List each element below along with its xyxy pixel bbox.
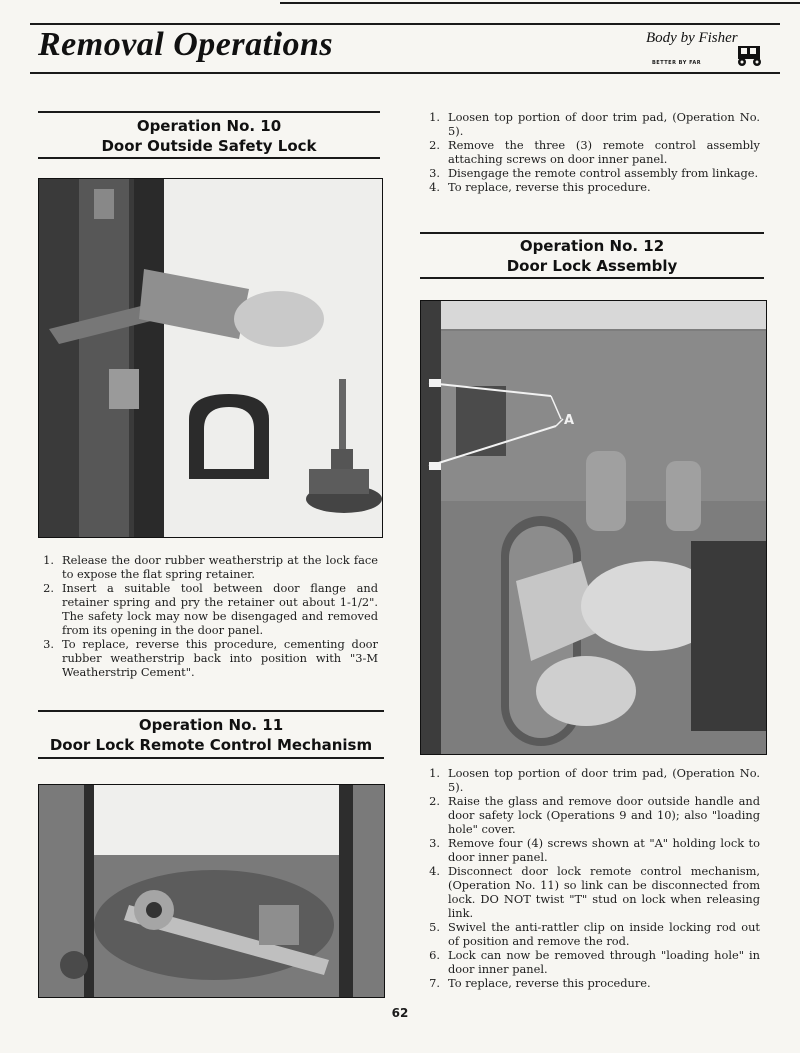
list-item: 6. Lock can now be removed through "loading hole" in door inner panel.	[429, 948, 760, 976]
list-item: 4. To replace, reverse this procedure.	[429, 180, 651, 194]
op10-title: Operation No. 10	[136, 117, 282, 135]
list-item: 3. Remove four (4) screws shown at "A" holding lock to door inner panel.	[429, 836, 760, 864]
op10-heading	[38, 116, 380, 156]
page-number: 62	[391, 1006, 409, 1020]
list-item: 1. Release the door rubber weatherstrip at the lock face to expose the flat spring retainer.	[43, 553, 378, 581]
brand-logo	[640, 30, 770, 74]
op12-photo	[420, 300, 767, 755]
list-item: 7. To replace, reverse this procedure.	[429, 976, 651, 990]
op11-heading	[38, 715, 384, 755]
op11-rule-top	[38, 710, 384, 712]
list-item: 3. To replace, reverse this procedure, cementing door rubber weatherstrip back into position with "3-M Weatherstrip Cement".	[43, 637, 378, 679]
list-item: 2. Raise the glass and remove door outside handle and door safety lock (Operations 9 and 10); also "loading hole" cover.	[429, 794, 760, 836]
list-item: 4. Disconnect door lock remote control mechanism, (Operation No. 11) so link can be disconnected from lock. DO NOT twist "T" stud on lock when releasing link.	[429, 864, 760, 920]
op12-title: Operation No. 12	[519, 237, 665, 255]
coach-icon	[734, 42, 764, 68]
op12-rule-bottom	[420, 277, 764, 279]
brand-script: Body by Fisher	[646, 30, 738, 46]
list-item: 1. Loosen top portion of door trim pad, (Operation No. 5).	[429, 766, 760, 794]
op11-subtitle: Door Lock Remote Control Mechanism	[49, 736, 373, 754]
op10-rule-top	[38, 111, 380, 113]
op10-subtitle: Door Outside Safety Lock	[101, 137, 317, 155]
op11-steps	[424, 110, 760, 194]
list-item: 1. Loosen top portion of door trim pad, (Operation No. 5).	[429, 110, 760, 138]
op11-title: Operation No. 11	[138, 716, 284, 734]
top-rule	[280, 2, 800, 4]
list-item: 5. Swivel the anti-rattler clip on inside locking rod out of position and remove the rod.	[429, 920, 760, 948]
remote-control-photo	[39, 785, 384, 997]
op10-rule-bottom	[38, 157, 380, 159]
op10-steps	[38, 553, 378, 679]
list-item: 2. Remove the three (3) remote control assembly attaching screws on door inner panel.	[429, 138, 760, 166]
brand-tagline: BETTER BY FAR	[652, 60, 702, 66]
op12-steps	[424, 766, 760, 990]
op10-photo	[38, 178, 383, 538]
header-rule-bottom	[30, 72, 780, 74]
list-item: 2. Insert a suitable tool between door flange and retainer spring and pry the retainer out about 1-1/2". The safety lock may now be disengaged and removed from its opening in the door panel.	[43, 581, 378, 637]
callout-label: A	[564, 413, 575, 428]
op12-subtitle: Door Lock Assembly	[506, 257, 678, 275]
op12-heading	[420, 236, 764, 276]
op11-photo	[38, 784, 385, 998]
header-rule-top	[30, 23, 780, 25]
list-item: 3. Disengage the remote control assembly from linkage.	[429, 166, 759, 180]
op12-rule-top	[420, 232, 764, 234]
op11-rule-bottom	[38, 757, 384, 759]
safety-lock-photo	[39, 179, 382, 537]
page-title: Removal Operations	[38, 26, 334, 63]
door-lock-photo	[421, 301, 766, 754]
